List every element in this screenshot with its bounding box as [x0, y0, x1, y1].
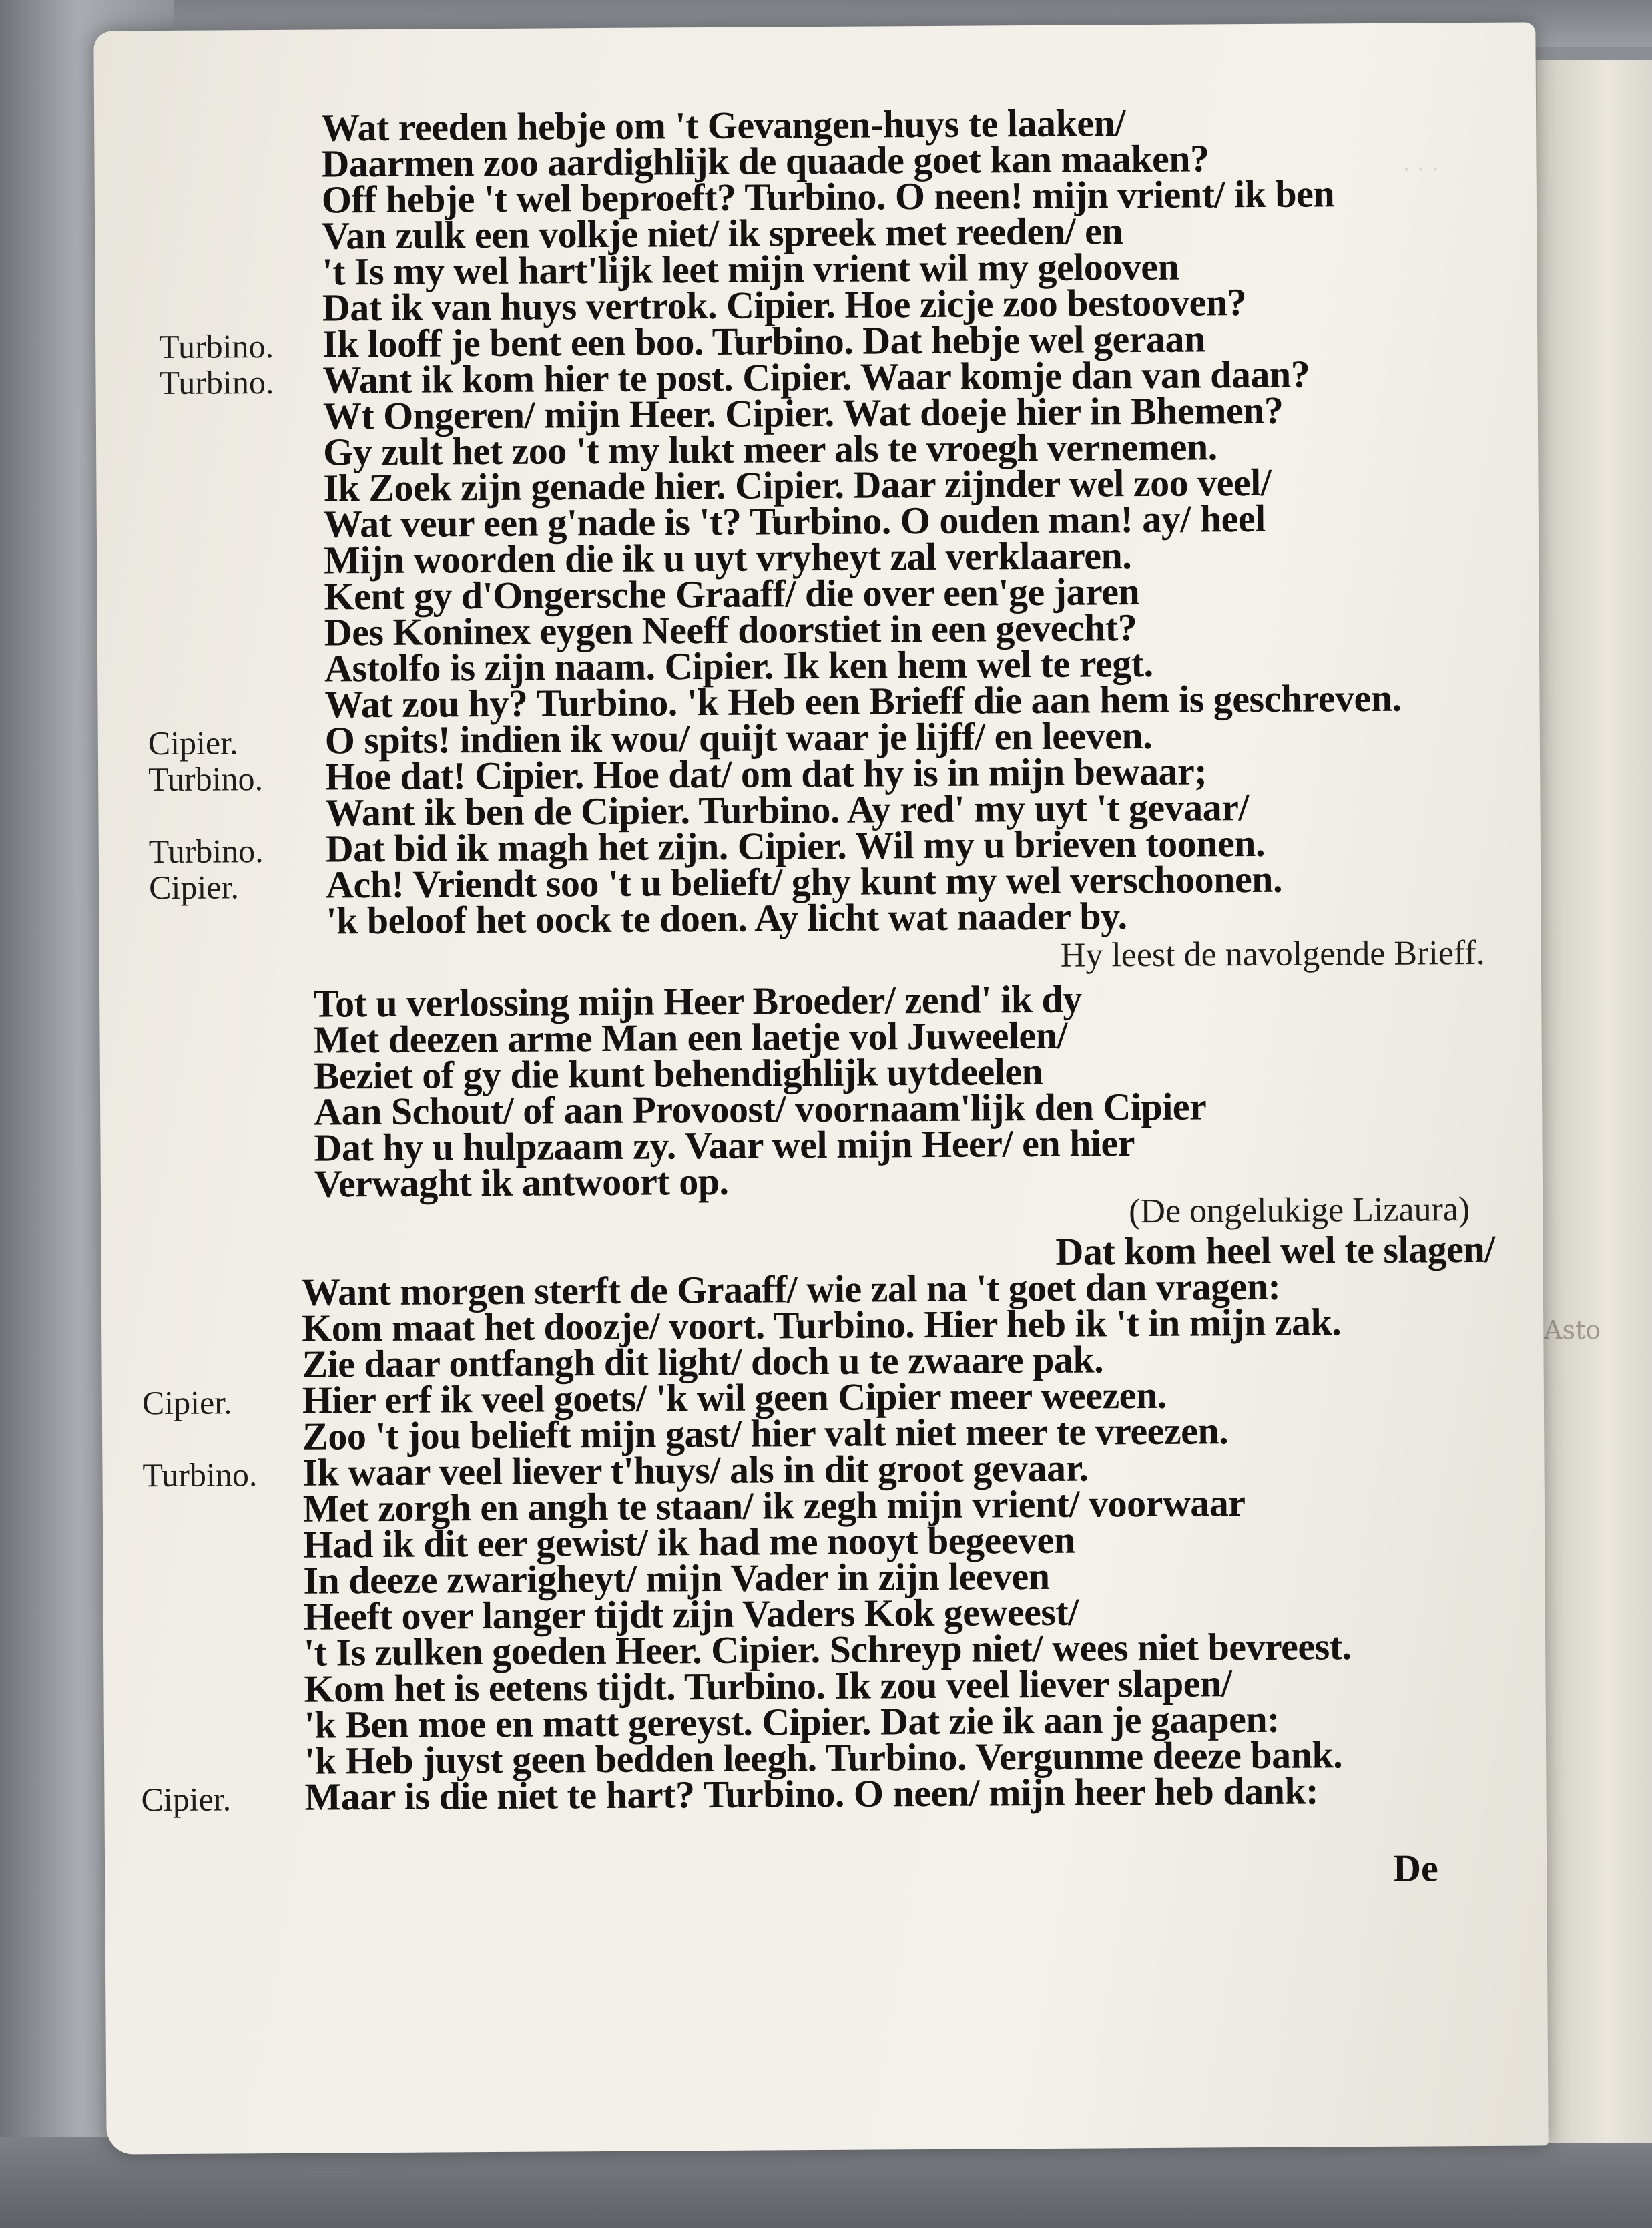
facing-page-edge	[1535, 60, 1652, 2143]
letter-line: Tot u verlossing mijn Heer Broeder/ zend' ik dy	[313, 977, 1082, 1026]
verse-line: Want morgen sterft de Graaff/ wie zal na 't goet dan vragen:	[301, 1264, 1281, 1314]
show-through-mark: · · ·	[1402, 156, 1439, 184]
verse-line: Hier erf ik veel goets/ 'k wil geen Cipier meer weezen.	[302, 1373, 1167, 1422]
verse-line: 'k Ben moe en matt gereyst. Cipier. Dat zie ik aan je gaapen:	[304, 1697, 1280, 1747]
verse-line: Dat ik van huys vertrok. Cipier. Hoe zicje zoo bestooven?	[322, 280, 1247, 330]
verse-line: Had ik dit eer gewist/ ik had me nooyt begeeven	[302, 1518, 1075, 1566]
verse-line: Dat kom heel wel te slagen/	[1055, 1227, 1495, 1273]
verse-line: Want ik kom hier te post. Cipier. Waar komje dan van daan?	[322, 352, 1310, 402]
verse-line: 'k beloof het oock te doen. Ay licht wat naader by.	[326, 894, 1127, 943]
letter-line: Dat hy u hulpzaam zy. Vaar wel mijn Heer/ en hier	[314, 1121, 1135, 1170]
letter-line: Aan Schout/ of aan Provoost/ voornaam'lijk den Cipier	[314, 1084, 1207, 1134]
speaker-label: Turbino.	[148, 832, 264, 871]
verse-line: Wt Ongeren/ mijn Heer. Cipier. Wat doeje hier in Bhemen?	[322, 388, 1284, 438]
speaker-label: Cipier.	[148, 724, 238, 762]
verse-line: Off hebje 't wel beproeft? Turbino. O neen! mijn vrient/ ik ben	[321, 172, 1335, 222]
speaker-label: Turbino.	[159, 326, 274, 366]
verse-line: Dat bid ik magh het zijn. Cipier. Wil my u brieven toonen.	[325, 821, 1266, 871]
speaker-label: Cipier.	[142, 1383, 232, 1422]
verse-line: Kent gy d'Ongersche Graaff/ die over een'ge jaren	[324, 570, 1140, 618]
verse-line: 't Is zulken goeden Heer. Cipier. Schreyp niet/ wees niet bevreest.	[303, 1624, 1352, 1675]
verse-line: Daarmen zoo aardighlijk de quaade goet kan maaken?	[321, 136, 1209, 186]
facing-page-fragment: Asto	[1544, 1315, 1601, 1345]
verse-line: Wat zou hy? Turbino. 'k Heb een Brieff die aan hem is geschreven.	[324, 676, 1402, 726]
book-page	[93, 22, 1548, 2154]
verse-line: 'k Heb juyst geen bedden leegh. Turbino. Vergunme deeze bank.	[304, 1733, 1343, 1783]
speaker-label: Turbino.	[159, 363, 274, 402]
verse-line: Des Koninex eygen Neeff doorstiet in een gevecht?	[324, 606, 1137, 654]
verse-line: Kom het is eetens tijdt. Turbino. Ik zou veel liever slapen/	[304, 1661, 1232, 1711]
speaker-label: Cipier.	[141, 1780, 232, 1819]
verse-line: Zoo 't jou belieft mijn gast/ hier valt niet meer te vreezen.	[302, 1409, 1229, 1458]
verse-line: O spits! indien ik wou/ quijt waar je lijff/ en leeven.	[324, 713, 1153, 762]
catchword: De	[1392, 1846, 1438, 1890]
speaker-label: Turbino.	[142, 1456, 258, 1494]
verse-line: Wat veur een g'nade is 't? Turbino. O ouden man! ay/ heel	[323, 496, 1266, 546]
letter-line: Verwaght ik antwoort op.	[314, 1159, 729, 1206]
verse-line: Ik waar veel liever t'huys/ als in dit groot gevaar.	[302, 1445, 1089, 1494]
verse-line: Heeft over langer tijdt zijn Vaders Kok geweest/	[303, 1590, 1079, 1638]
stage-direction: Hy leest de navolgende Brieff.	[1060, 933, 1485, 975]
verse-line: Want ik ben de Cipier. Turbino. Ay red' my uyt 't gevaar/	[325, 785, 1250, 835]
verse-line: Met zorgh en angh te staan/ ik zegh mijn vrient/ voorwaar	[302, 1481, 1246, 1530]
verse-line: Kom maat het doozje/ voort. Turbino. Hier heb ik 't in mijn zak.	[301, 1300, 1342, 1350]
verse-line: Van zulk een volkje niet/ ik spreek met reeden/ en	[321, 209, 1123, 258]
verse-line: Ach! Vriendt soo 't u belieft/ ghy kunt my wel verschoonen.	[325, 857, 1283, 907]
verse-line: In deeze zwarigheyt/ mijn Vader in zijn leeven	[303, 1554, 1050, 1602]
letter-signature: (De ongelukige Lizaura)	[1128, 1190, 1470, 1231]
verse-line: Zie daar ontfangh dit light/ doch u te zwaare pak.	[302, 1337, 1104, 1386]
speaker-label: Cipier.	[148, 868, 240, 907]
verse-line: Wat reeden hebje om 't Gevangen-huys te laaken/	[320, 101, 1126, 150]
verse-line: Hoe dat! Cipier. Hoe dat/ om dat hy is in mijn bewaar;	[324, 749, 1207, 799]
verse-line: Ik Zoek zijn genade hier. Cipier. Daar zijnder wel zoo veel/	[323, 460, 1272, 510]
verse-line: Ik looff je bent een boo. Turbino. Dat hebje wel geraan	[322, 316, 1206, 366]
letter-line: Met deezen arme Man een laetje vol Juweelen/	[313, 1013, 1068, 1062]
verse-line: Maar is die niet te hart? Turbino. O neen/ mijn heer heb dank:	[304, 1769, 1319, 1819]
verse-line: Mijn woorden die ik u uyt vryheyt zal verklaaren.	[323, 533, 1132, 582]
verse-line: 't Is my wel hart'lijk leet mijn vrient wil my gelooven	[322, 244, 1179, 294]
verse-line: Gy zult het zoo 't my lukt meer als te vroegh vernemen.	[322, 425, 1217, 474]
letter-line: Beziet of gy die kunt behendighlijk uytdeelen	[313, 1049, 1043, 1098]
speaker-label: Turbino.	[148, 760, 264, 799]
verse-line: Astolfo is zijn naam. Cipier. Ik ken hem wel te regt.	[324, 641, 1153, 690]
